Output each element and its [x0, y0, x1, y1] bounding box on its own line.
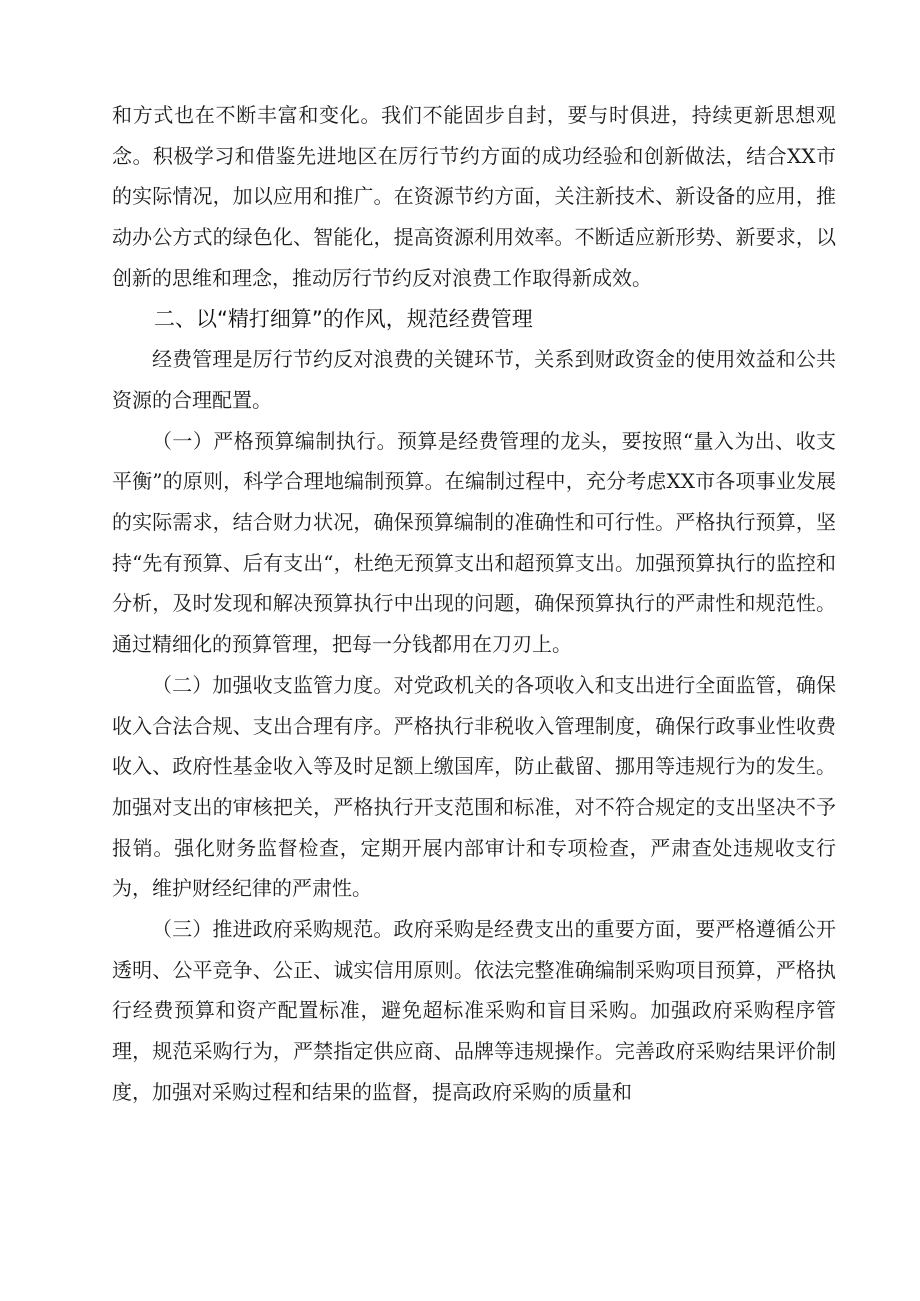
paragraph-continuation: 和方式也在不断丰富和变化。我们不能固步自封，要与时俱进，持续更新思想观念。积极学习和借鉴先进地区在厉行节约方面的成功经验和创新做法，结合XX市的实际情况，加以应用和推广。在资源节约方面，关注新技术、新设备的应用，推动办公方式的绿色化、智能化，提高资源利用效率。不断适应新形势、新要求，以创新的思维和理念，推动厉行节约反对浪费工作取得新成效。: [112, 103, 836, 290]
paragraph-intro: 经费管理是厉行节约反对浪费的关键环节，关系到财政资金的使用效益和公共资源的合理配置。: [112, 347, 836, 412]
document-body: [112, 95, 836, 1113]
paragraph-supervision: （二）加强收支监管力度。对党政机关的各项收入和支出进行全面监管，确保收入合法合规、支出合理有序。严格执行非税收入管理制度，确保行政事业性收费收入、政府性基金收入等及时足额上缴国库，防止截留、挪用等违规行为的发生。加强对支出的审核把关，严格执行开支范围和标准，对不符合规定的支出坚决不予报销。强化财务监督检查，定期开展内部审计和专项检查，严肃查处违规收支行为，维护财经纪律的严肃性。: [112, 672, 836, 901]
section-heading: 二、以“精打细算”的作风，规范经费管理: [154, 306, 533, 331]
paragraph-procurement: （三）推进政府采购规范。政府采购是经费支出的重要方面，要严格遵循公开透明、公平竞争、公正、诚实信用原则。依法完整准确编制采购项目预算，严格执行经费预算和资产配置标准，避免超标准采购和盲目采购。加强政府采购程序管理，规范采购行为，严禁指定供应商、品牌等违规操作。完善政府采购结果评价制度，加强对采购过程和结果的监督，提高政府采购的质量和: [112, 917, 836, 1104]
paragraph-budget: （一）严格预算编制执行。预算是经费管理的龙头，要按照“量入为出、收支平衡”的原则，科学合理地编制预算。在编制过程中，充分考虑XX市各项事业发展的实际需求，结合财力状况，确保预算编制的准确性和可行性。严格执行预算，坚持“先有预算、后有支出“，杜绝无预算支出和超预算支出。加强预算执行的监控和分析，及时发现和解决预算执行中出现的问题，确保预算执行的严肃性和规范性。通过精细化的预算管理，把每一分钱都用在刀刃上。: [112, 428, 836, 657]
